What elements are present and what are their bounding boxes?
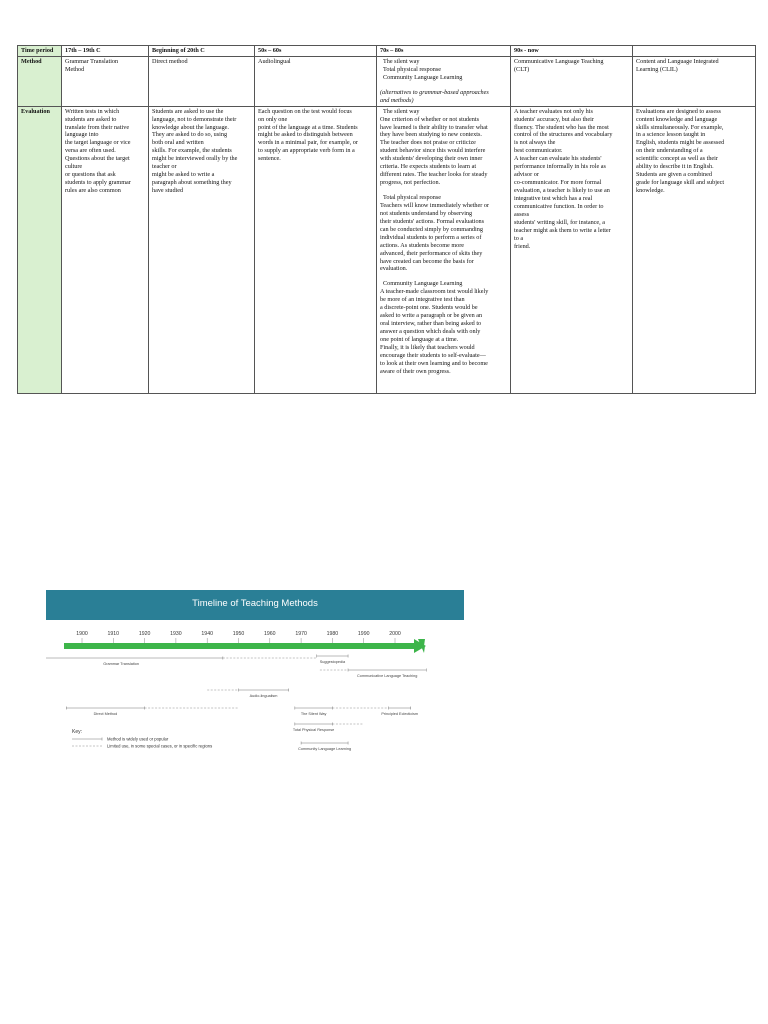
cell-line: The silent way — [383, 107, 420, 115]
timeline-title: Timeline of Teaching Methods — [192, 598, 318, 609]
cell-line: different rates. The teacher looks for steady — [380, 171, 488, 179]
method-label: Suggestopedia — [319, 660, 346, 664]
cell-line: scientific concept as well as their — [636, 155, 718, 163]
cell-line: and methods) — [380, 96, 414, 104]
cell-line: skills simultaneously. For example, — [636, 123, 724, 131]
cell-line: teacher or — [152, 163, 177, 171]
evaluation-row — [18, 106, 756, 393]
year-label: 1990 — [357, 631, 370, 637]
cell-line: aware of their own progress. — [380, 367, 451, 375]
cell-line: individual students to perform a series of — [380, 233, 482, 241]
method-cell — [62, 56, 149, 106]
cell-line: might be interviewed orally by the — [152, 155, 238, 163]
cell-line: or questions that ask — [65, 171, 116, 179]
method-row-label: Method — [18, 56, 62, 106]
timeline-arrow-shaft — [64, 643, 420, 649]
cell-line: paragraph about something they — [152, 179, 232, 187]
cell-gap — [380, 187, 507, 194]
timeline-banner — [46, 590, 464, 620]
cell-line: co-communicator. For more formal — [514, 179, 602, 187]
year-label: 1960 — [264, 631, 276, 637]
cell-line: culture — [65, 163, 83, 171]
cell-line: A teacher-made classroom test would likely — [380, 288, 489, 296]
cell-line: performance informally in his role as — [514, 163, 606, 171]
cell-line: have learned is their ability to transfer what — [380, 123, 488, 131]
year-label: 1940 — [201, 631, 213, 637]
cell-line: encourage their students to self-evaluate— — [380, 351, 486, 359]
cell-line: English, students might be assessed — [636, 139, 725, 147]
method-cell — [255, 56, 377, 106]
cell-line: advanced, their performance of skits they — [380, 249, 483, 257]
cell-line: Students are asked to use the — [152, 107, 224, 115]
header-row — [18, 46, 756, 57]
cell-line: Total physical response — [383, 194, 441, 201]
cell-line: students' writing skill, for instance, a — [514, 218, 605, 226]
timeline-figure — [46, 590, 464, 765]
method-row — [18, 56, 756, 106]
cell-line: Questions about the target — [65, 155, 130, 163]
evaluation-row-label: Evaluation — [18, 106, 62, 393]
cell-line: actions. As students become more — [380, 241, 465, 249]
cell-line: communicative function. In order to — [514, 202, 604, 210]
key-dashed-text: Limited use, in some special cases, or in specific regions — [107, 743, 213, 749]
cell-line: Written tests in which — [65, 107, 120, 115]
cell-line: Content and Language Integrated — [636, 57, 719, 65]
method-cell — [377, 56, 511, 106]
cell-line: they have been studying to new contexts. — [380, 131, 482, 139]
method-cell — [633, 56, 756, 106]
cell-line: control of the structures and vocabulary — [514, 131, 613, 139]
cell-line: (CLT) — [514, 65, 530, 73]
cell-line: Method — [65, 65, 85, 73]
method-label: Direct Method — [93, 712, 118, 716]
cell-line: Community Language Learning — [383, 73, 463, 81]
method-label: Grammar Translation — [103, 662, 139, 666]
cell-line: might be asked to distinguish between — [258, 131, 353, 139]
cell-line: student behavior since this would interfere — [380, 147, 486, 155]
cell-line: sentence. — [258, 155, 281, 163]
cell-line: Total physical response — [383, 65, 441, 73]
cell-line: have studied — [152, 187, 184, 194]
key-solid-text: Method is widely used or popular — [107, 736, 169, 742]
cell-line: their students' actions. Formal evaluations — [380, 217, 485, 225]
cell-line: progress, not perfection. — [380, 179, 441, 187]
year-label: 1970 — [295, 631, 307, 637]
cell-line: assess — [514, 210, 530, 218]
cell-line: evaluation. — [380, 265, 408, 273]
cell-line: fluency. The student who has the most — [514, 123, 609, 131]
cell-line: teacher might ask them to write a letter — [514, 226, 611, 234]
cell-line: students to apply grammar — [65, 179, 131, 187]
cell-line: Community Language Learning — [383, 280, 463, 288]
evaluation-cell — [62, 106, 149, 393]
cell-line: rules are also common — [65, 187, 121, 194]
cell-line: language, not to demonstrate their — [152, 115, 237, 123]
cell-line: to a — [514, 234, 524, 242]
cell-line: with students' developing their own inner — [380, 155, 483, 163]
cell-line: in a science lesson taught in — [636, 131, 706, 139]
evaluation-cell — [149, 106, 255, 393]
cell-line: a discrete-point one. Students would be — [380, 304, 478, 312]
cell-line: skills. For example, the students — [152, 147, 232, 155]
header-blank — [633, 46, 756, 57]
cell-line: knowledge. — [636, 187, 665, 194]
year-label: 1950 — [232, 631, 245, 637]
cell-line: have created can become the basis for — [380, 257, 474, 265]
evaluation-cell — [377, 106, 511, 393]
header-90s-now: 90s - now — [511, 46, 633, 57]
cell-line: Direct method — [152, 57, 188, 65]
cell-line: best communicator. — [514, 147, 563, 155]
cell-line: words in a minimal pair, for example, or — [258, 139, 358, 147]
cell-line: advisor or — [514, 171, 539, 179]
evaluation-cell — [255, 106, 377, 393]
cell-line: one point of language at a time. — [380, 335, 459, 343]
cell-line: Communicative Language Teaching — [514, 57, 604, 65]
cell-line: A teacher can evaluate his students' — [514, 155, 602, 163]
cell-line: to look at their own learning and to become — [380, 359, 488, 367]
header-50s-60s: 50s – 60s — [255, 46, 377, 57]
cell-line: knowledge about the language. — [152, 123, 229, 131]
timeline-chart — [46, 630, 464, 765]
cell-line: A teacher evaluates not only his — [514, 107, 593, 115]
year-label: 1900 — [76, 631, 88, 637]
cell-line: integrative test which has a real — [514, 194, 593, 202]
cell-line: The teacher does not praise or criticize — [380, 139, 476, 147]
cell-line: Audiolingual — [258, 57, 291, 65]
cell-line: Finally, it is likely that teachers would — [380, 343, 475, 351]
header-17-19c: 17th – 19th C — [62, 46, 149, 57]
cell-line: oral interview, rather than being asked to — [380, 320, 482, 328]
method-cell — [511, 56, 633, 106]
cell-line: ability to describe it in English. — [636, 163, 714, 171]
cell-line: Students are given a combined — [636, 171, 712, 179]
cell-line: Each question on the test would focus — [258, 107, 352, 115]
cell-line: The silent way — [383, 57, 420, 65]
method-label: Community Language Learning — [298, 747, 352, 751]
cell-line: is not always the — [514, 139, 556, 147]
cell-line: translate from their native — [65, 123, 130, 131]
cell-line: friend. — [514, 242, 531, 250]
cell-line: on their understanding of a — [636, 147, 703, 155]
cell-line: not students understand by observing — [380, 209, 473, 217]
cell-line: both oral and written — [152, 139, 204, 147]
cell-line: Learning (CLIL) — [636, 65, 678, 73]
cell-line: the target language or vice — [65, 139, 131, 147]
header-20c: Beginning of 20th C — [149, 46, 255, 57]
cell-line: asked to write a paragraph or be given an — [380, 312, 483, 320]
cell-line: Evaluations are designed to assess — [636, 107, 721, 115]
method-cell — [149, 56, 255, 106]
cell-line: on only one — [258, 115, 288, 123]
cell-line: point of the language at a time. Students — [258, 123, 358, 131]
cell-line: grade for language skill and subject — [636, 179, 725, 187]
cell-gap — [380, 273, 507, 280]
cell-line: might be asked to write a — [152, 171, 215, 179]
cell-line: Teachers will know immediately whether or — [380, 201, 490, 209]
teaching-methods-table — [17, 45, 756, 394]
cell-line: criteria. He expects students to learn at — [380, 163, 477, 171]
cell-line: students' accuracy, but also their — [514, 115, 594, 123]
cell-line: One criterion of whether or not students — [380, 115, 479, 123]
cell-line: students are asked to — [65, 115, 117, 123]
cell-line: versa are often used. — [65, 147, 116, 155]
year-label: 1980 — [326, 631, 339, 637]
cell-gap — [380, 82, 507, 89]
evaluation-cell — [511, 106, 633, 393]
year-label: 1910 — [107, 631, 120, 637]
cell-line: language into — [65, 131, 99, 139]
year-label: 2000 — [389, 631, 401, 637]
header-70s-80s: 70s – 80s — [377, 46, 511, 57]
cell-line: to supply an appropriate verb form in a — [258, 147, 355, 155]
cell-line: (alternatives to grammar-based approaches — [380, 88, 489, 96]
cell-line: content knowledge and language — [636, 115, 718, 123]
method-label: The Silent Way — [300, 712, 327, 716]
cell-line: They are asked to do so, using — [152, 131, 228, 139]
method-label: Communicative Language Teaching — [357, 674, 418, 678]
cell-line: answer a question which deals with only — [380, 328, 481, 335]
method-label: Principled Eclecticism — [381, 712, 419, 716]
year-label: 1920 — [138, 631, 151, 637]
method-label: Total Physical Response — [292, 728, 335, 732]
evaluation-cell — [633, 106, 756, 393]
cell-line: can be conducted simply by commanding — [380, 225, 483, 233]
header-time-period: Time period — [18, 46, 62, 57]
cell-line: evaluation, a teacher is likely to use an — [514, 187, 610, 194]
method-label: Audio-lingualism — [249, 694, 278, 698]
cell-line: be more of an integrative test than — [380, 296, 465, 304]
key-label: Key: — [72, 729, 83, 735]
year-label: 1930 — [170, 631, 182, 637]
cell-line: Grammar Translation — [65, 57, 119, 65]
